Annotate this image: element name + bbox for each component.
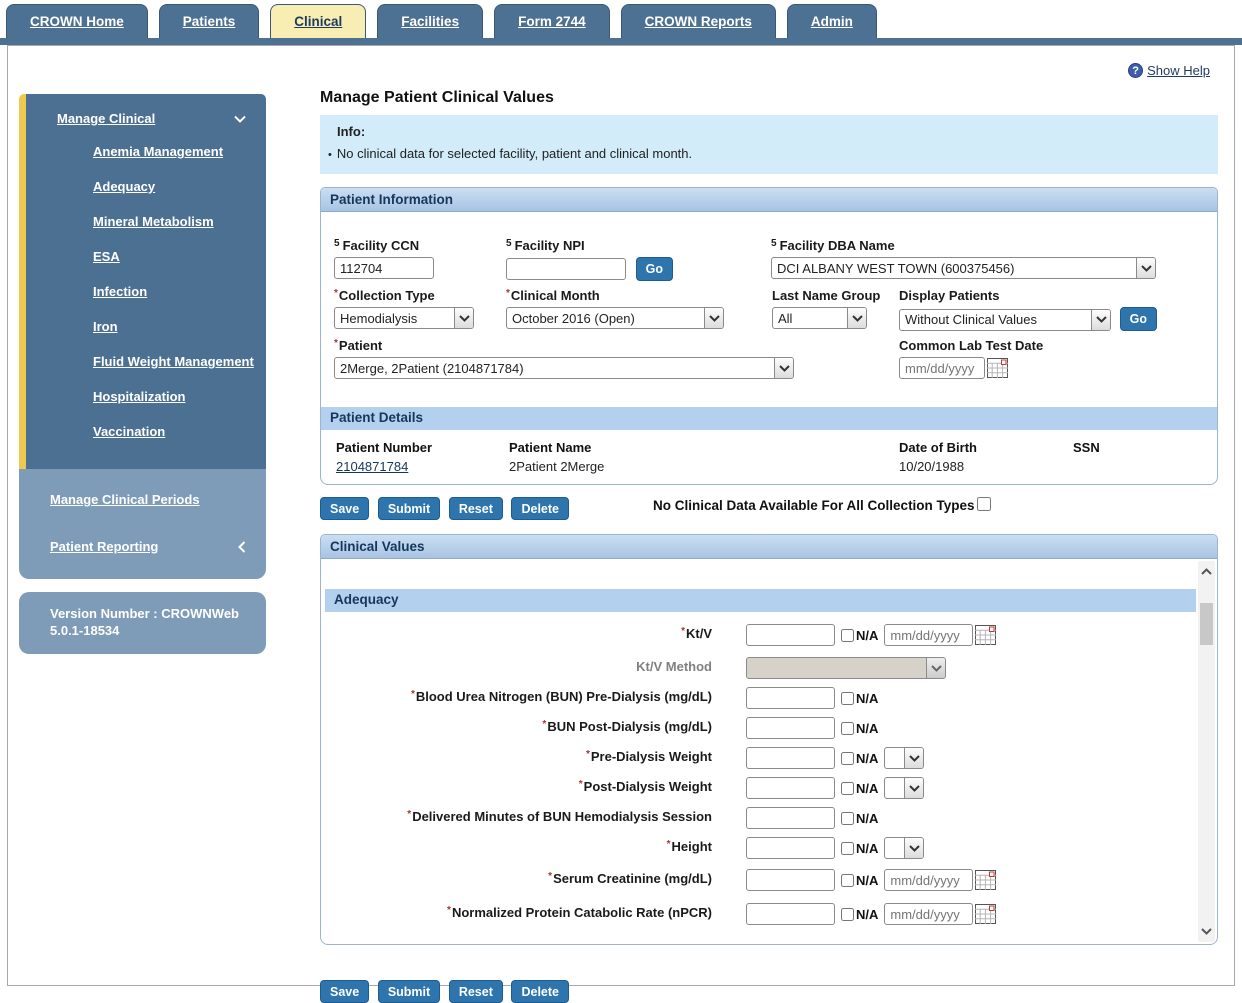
pre-dialysis-weight-unit-select[interactable] bbox=[884, 747, 924, 769]
npcr-na-checkbox[interactable] bbox=[841, 908, 854, 921]
required-marker: * bbox=[407, 809, 412, 820]
chevron-down-icon bbox=[234, 115, 246, 123]
info-message bbox=[320, 146, 1218, 161]
delete-button[interactable]: Delete bbox=[511, 497, 569, 520]
sidebar-item-anemia-management[interactable] bbox=[26, 134, 266, 169]
main-nav-tabs bbox=[6, 4, 877, 38]
facility-ccn-input[interactable] bbox=[334, 257, 434, 279]
calendar-icon[interactable] bbox=[975, 625, 996, 645]
facility-ccn-field-group bbox=[334, 238, 434, 279]
last-name-group-select[interactable] bbox=[772, 307, 867, 329]
sidebar-secondary-block bbox=[19, 469, 266, 579]
scrollbar-thumb[interactable] bbox=[1200, 603, 1213, 645]
scroll-up-icon[interactable] bbox=[1198, 563, 1215, 580]
collection-type-label: *Collection Type bbox=[334, 288, 435, 303]
collection-type-select[interactable] bbox=[334, 307, 474, 329]
page-frame bbox=[7, 45, 1235, 999]
patient-name-value: 2Patient 2Merge bbox=[509, 459, 605, 474]
pre-dialysis-weight-label: *Pre-Dialysis Weight bbox=[585, 749, 712, 764]
sidebar-item-patient-reporting[interactable] bbox=[19, 530, 266, 563]
bun-pre-label: *Blood Urea Nitrogen (BUN) Pre-Dialysis (mg/dL) bbox=[410, 689, 712, 704]
fluid-weight-management-link[interactable]: Fluid Weight Management bbox=[93, 354, 254, 369]
sidebar-item-hospitalization[interactable] bbox=[26, 379, 266, 414]
sidebar-item-manage-clinical-periods[interactable] bbox=[19, 483, 266, 516]
post-dialysis-weight-unit-select[interactable] bbox=[884, 777, 924, 799]
na-label: N/A bbox=[856, 872, 879, 888]
npcr-date-input[interactable] bbox=[884, 903, 973, 925]
display-patients-field-group bbox=[899, 288, 1157, 331]
na-label: N/A bbox=[856, 780, 879, 796]
na-label: N/A bbox=[856, 906, 879, 922]
patient-reporting-link[interactable]: Patient Reporting bbox=[50, 539, 159, 554]
facility-dba-label: $^5$ Facility DBA Name bbox=[771, 238, 895, 253]
tabstrip-underline bbox=[0, 38, 1242, 45]
facility-dba-field-group bbox=[771, 238, 1156, 279]
required-marker: * bbox=[506, 288, 510, 299]
height-row bbox=[321, 836, 1196, 860]
clinical-values-scrollbar[interactable] bbox=[1198, 561, 1215, 942]
chevron-down-icon bbox=[1136, 258, 1155, 278]
serum-creatinine-na-checkbox[interactable] bbox=[841, 874, 854, 887]
patient-information-body bbox=[321, 212, 1217, 484]
facility-npi-label: $^5$ Facility NPI bbox=[506, 238, 585, 253]
chevron-left-icon bbox=[238, 541, 246, 553]
tab-admin[interactable]: Admin bbox=[787, 4, 877, 38]
sidebar-item-iron[interactable] bbox=[26, 309, 266, 344]
patient-name-col bbox=[509, 440, 604, 474]
height-label: *Height bbox=[666, 839, 712, 854]
display-patients-value: Without Clinical Values bbox=[905, 312, 1037, 328]
bun-pre-na-checkbox[interactable] bbox=[841, 692, 854, 705]
footnote-marker: 5 bbox=[771, 238, 777, 249]
bun-pre-input[interactable] bbox=[746, 687, 835, 709]
mineral-metabolism-link[interactable]: Mineral Metabolism bbox=[93, 214, 214, 229]
tab-clinical[interactable]: Clinical bbox=[270, 4, 366, 38]
ssn-header: SSN bbox=[1073, 440, 1100, 455]
common-lab-test-date-field-group bbox=[899, 338, 1043, 379]
tab-crown-home[interactable]: CROWN Home bbox=[6, 4, 148, 38]
save-button[interactable]: Save bbox=[320, 980, 369, 1003]
ktv-method-label: Kt/V Method bbox=[636, 659, 712, 674]
common-lab-test-date-label: Common Lab Test Date bbox=[899, 338, 1044, 353]
reset-button[interactable]: Reset bbox=[449, 497, 503, 520]
chevron-down-icon bbox=[904, 838, 923, 858]
hospitalization-link[interactable]: Hospitalization bbox=[93, 389, 186, 404]
no-clinical-data-label: No Clinical Data Available For All Collection Types bbox=[653, 498, 975, 513]
required-marker: * bbox=[542, 719, 547, 730]
clinical-month-select[interactable] bbox=[506, 307, 724, 329]
info-message-text: No clinical data for selected facility, patient and clinical month. bbox=[336, 146, 693, 161]
sidebar-item-vaccination[interactable] bbox=[26, 414, 266, 449]
footnote-marker: 5 bbox=[506, 238, 512, 249]
required-marker: * bbox=[548, 871, 553, 882]
sidebar-item-manage-clinical[interactable] bbox=[26, 111, 266, 126]
na-label: N/A bbox=[856, 810, 879, 826]
required-marker: * bbox=[578, 779, 583, 790]
last-name-group-label: Last Name Group bbox=[772, 288, 881, 303]
calendar-icon[interactable] bbox=[975, 904, 996, 924]
sidebar-item-infection[interactable] bbox=[26, 274, 266, 309]
sidebar-item-esa[interactable] bbox=[26, 239, 266, 274]
page-title: Manage Patient Clinical Values bbox=[320, 89, 554, 106]
patient-information-panel bbox=[320, 187, 1218, 485]
iron-link[interactable]: Iron bbox=[93, 319, 118, 334]
common-lab-test-date-input[interactable] bbox=[899, 357, 985, 379]
serum-creatinine-input[interactable] bbox=[746, 869, 835, 891]
serum-creatinine-date-input[interactable] bbox=[884, 869, 973, 891]
tab-crown-reports[interactable]: CROWN Reports bbox=[621, 4, 776, 38]
info-message-box bbox=[320, 115, 1218, 174]
patient-field-group bbox=[334, 338, 794, 379]
display-patients-select[interactable] bbox=[899, 309, 1111, 331]
dob-col bbox=[899, 440, 977, 474]
submit-button[interactable]: Submit bbox=[378, 980, 440, 1003]
facility-npi-go-button[interactable]: Go bbox=[636, 257, 673, 281]
tab-facilities[interactable]: Facilities bbox=[377, 4, 483, 38]
collection-type-value: Hemodialysis bbox=[340, 310, 418, 326]
sidebar-item-adequacy[interactable] bbox=[26, 169, 266, 204]
chevron-down-icon bbox=[847, 308, 866, 328]
patient-number-link[interactable]: 2104871784 bbox=[336, 459, 409, 474]
tab-patients[interactable]: Patients bbox=[159, 4, 260, 38]
na-label: N/A bbox=[856, 750, 879, 766]
height-na-checkbox[interactable] bbox=[841, 842, 854, 855]
clinical-values-header: Clinical Values bbox=[321, 535, 1217, 559]
patient-name-header: Patient Name bbox=[509, 440, 592, 455]
delivered-minutes-input[interactable] bbox=[746, 807, 835, 829]
chevron-down-icon bbox=[904, 778, 923, 798]
delivered-minutes-row bbox=[321, 806, 1196, 830]
chevron-down-icon bbox=[1091, 310, 1110, 330]
required-marker: * bbox=[334, 288, 338, 299]
bottom-action-bar bbox=[320, 980, 1218, 1003]
version-line1: Version Number : CROWNWeb bbox=[50, 606, 240, 621]
delivered-minutes-na-checkbox[interactable] bbox=[841, 812, 854, 825]
sidebar-submenu bbox=[26, 134, 266, 449]
show-help-label[interactable]: Show Help bbox=[1147, 63, 1210, 78]
sidebar-manage-clinical-block bbox=[19, 94, 266, 469]
post-dialysis-weight-label: *Post-Dialysis Weight bbox=[578, 779, 712, 794]
no-clinical-data-checkbox[interactable] bbox=[977, 497, 991, 511]
last-name-group-field-group bbox=[772, 288, 880, 329]
required-marker: * bbox=[666, 839, 671, 850]
main-content bbox=[320, 89, 1218, 1003]
patient-select[interactable] bbox=[334, 357, 794, 379]
sidebar bbox=[19, 94, 266, 654]
ktv-na-checkbox[interactable] bbox=[841, 629, 854, 642]
bun-post-row bbox=[321, 716, 1196, 740]
dob-header: Date of Birth bbox=[899, 440, 977, 455]
pre-dialysis-weight-na-checkbox[interactable] bbox=[841, 752, 854, 765]
footnote-marker: 5 bbox=[334, 238, 340, 249]
required-marker: * bbox=[681, 626, 685, 637]
height-input[interactable] bbox=[746, 837, 835, 859]
facility-npi-input[interactable] bbox=[506, 258, 626, 280]
post-dialysis-weight-input[interactable] bbox=[746, 777, 835, 799]
sidebar-item-mineral-metabolism[interactable] bbox=[26, 204, 266, 239]
bun-pre-row bbox=[321, 686, 1196, 710]
dob-value: 10/20/1988 bbox=[899, 459, 965, 474]
na-label: N/A bbox=[856, 627, 879, 643]
bun-post-label: *BUN Post-Dialysis (mg/dL) bbox=[542, 719, 712, 734]
scroll-down-icon[interactable] bbox=[1198, 923, 1215, 940]
chevron-down-icon bbox=[704, 308, 723, 328]
display-patients-label: Display Patients bbox=[899, 288, 1000, 303]
patient-value: 2Merge, 2Patient (2104871784) bbox=[340, 360, 524, 376]
required-marker: * bbox=[334, 338, 338, 349]
facility-ccn-label: $^5$ Facility CCN bbox=[334, 238, 420, 253]
pre-dialysis-weight-input[interactable] bbox=[746, 747, 835, 769]
submit-button[interactable]: Submit bbox=[378, 497, 440, 520]
reset-button[interactable]: Reset bbox=[449, 980, 503, 1003]
esa-link[interactable]: ESA bbox=[93, 249, 120, 264]
ktv-method-select bbox=[746, 657, 946, 679]
height-unit-select[interactable] bbox=[884, 837, 924, 859]
delete-button[interactable]: Delete bbox=[511, 980, 569, 1003]
clinical-values-scroll-area bbox=[321, 559, 1196, 922]
manage-clinical-periods-link[interactable]: Manage Clinical Periods bbox=[50, 492, 200, 507]
required-marker: * bbox=[585, 749, 590, 760]
pre-dialysis-weight-row bbox=[321, 746, 1196, 770]
calendar-icon[interactable] bbox=[975, 870, 996, 890]
infection-link[interactable]: Infection bbox=[93, 284, 148, 299]
info-heading: Info: bbox=[337, 124, 366, 139]
ktv-label: *Kt/V bbox=[681, 626, 712, 641]
save-button[interactable]: Save bbox=[320, 497, 369, 520]
facility-npi-field-group bbox=[506, 238, 673, 281]
version-line2: 5.0.1-18534 bbox=[50, 623, 120, 638]
ktv-date-input[interactable] bbox=[884, 624, 973, 646]
help-icon: ? bbox=[1128, 63, 1143, 78]
clinical-values-body bbox=[321, 559, 1217, 944]
chevron-down-icon bbox=[926, 658, 945, 678]
anemia-management-link[interactable]: Anemia Management bbox=[93, 144, 224, 159]
clinical-values-panel bbox=[320, 534, 1218, 945]
ssn-col bbox=[1073, 440, 1100, 459]
chevron-down-icon bbox=[774, 358, 793, 378]
chevron-down-icon bbox=[454, 308, 473, 328]
bun-post-input[interactable] bbox=[746, 717, 835, 739]
version-box bbox=[19, 592, 266, 654]
clinical-month-value: October 2016 (Open) bbox=[512, 310, 635, 326]
manage-clinical-link[interactable]: Manage Clinical bbox=[57, 111, 156, 126]
patient-number-header: Patient Number bbox=[336, 440, 433, 455]
ktv-method-row bbox=[321, 656, 1196, 680]
npcr-label: *Normalized Protein Catabolic Rate (nPCR) bbox=[447, 905, 712, 920]
required-marker: * bbox=[410, 689, 415, 700]
patient-number-col bbox=[336, 440, 432, 474]
serum-creatinine-label: *Serum Creatinine (mg/dL) bbox=[548, 871, 712, 886]
vaccination-link[interactable]: Vaccination bbox=[93, 424, 166, 439]
sidebar-item-fluid-weight-management[interactable] bbox=[26, 344, 266, 379]
patient-label: *Patient bbox=[334, 338, 383, 353]
collection-type-field-group bbox=[334, 288, 474, 329]
npcr-input[interactable] bbox=[746, 903, 835, 925]
no-clinical-data-group bbox=[653, 498, 991, 513]
display-patients-go-button[interactable]: Go bbox=[1120, 307, 1157, 331]
facility-dba-select[interactable] bbox=[771, 257, 1156, 279]
post-dialysis-weight-row bbox=[321, 776, 1196, 800]
na-label: N/A bbox=[856, 720, 879, 736]
required-marker: * bbox=[447, 905, 451, 916]
na-label: N/A bbox=[856, 840, 879, 856]
tab-form-2744[interactable]: Form 2744 bbox=[494, 4, 610, 38]
clinical-month-label: *Clinical Month bbox=[506, 288, 600, 303]
adequacy-link[interactable]: Adequacy bbox=[93, 179, 156, 194]
npcr-row bbox=[321, 902, 1196, 926]
bullet-icon: • bbox=[328, 149, 332, 161]
bun-post-na-checkbox[interactable] bbox=[841, 722, 854, 735]
post-dialysis-weight-na-checkbox[interactable] bbox=[841, 782, 854, 795]
patient-details-header: Patient Details bbox=[321, 407, 1217, 430]
show-help-link[interactable] bbox=[1128, 63, 1210, 78]
ktv-row bbox=[321, 623, 1196, 647]
delivered-minutes-label: *Delivered Minutes of BUN Hemodialysis Session bbox=[407, 809, 712, 824]
na-label: N/A bbox=[856, 690, 879, 706]
serum-creatinine-row bbox=[321, 868, 1196, 892]
calendar-icon[interactable] bbox=[987, 358, 1008, 378]
last-name-group-value: All bbox=[778, 310, 793, 326]
top-action-bar bbox=[320, 497, 1218, 521]
ktv-input[interactable] bbox=[746, 624, 835, 646]
clinical-month-field-group bbox=[506, 288, 724, 329]
facility-dba-value: DCI ALBANY WEST TOWN (600375456) bbox=[777, 260, 1015, 276]
patient-information-header: Patient Information bbox=[321, 188, 1217, 212]
adequacy-group-header: Adequacy bbox=[325, 589, 1196, 612]
chevron-down-icon bbox=[904, 748, 923, 768]
